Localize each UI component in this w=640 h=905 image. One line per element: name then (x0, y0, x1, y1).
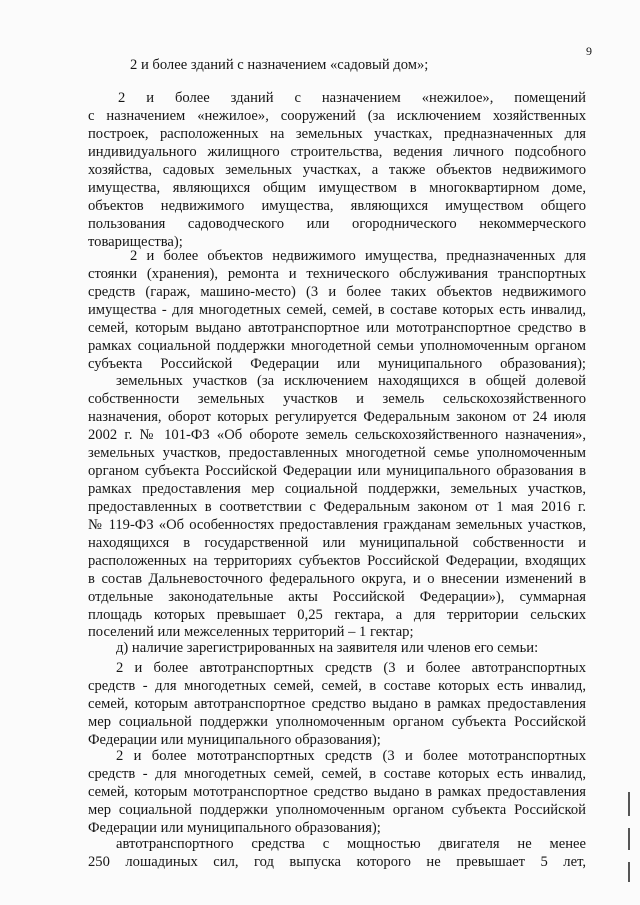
text-line: автотранспортного средства с мощностью двигателя не менее (116, 836, 586, 852)
page-number: 9 (586, 44, 592, 58)
text-line: земельных участков (за исключением находящихся в общей долевой (116, 373, 586, 389)
text-line: рамках предоставления мер социальной поддержки, земельных участков, (88, 481, 586, 497)
text-line: 2 и более зданий с назначением «садовый дом»; (130, 57, 429, 73)
text-line: 2 и более объектов недвижимого имущества, предназначенных для (130, 248, 586, 264)
text-line: мер социальной поддержки уполномоченным органом субъекта Российской (88, 802, 586, 818)
text-line: построек, расположенных на земельных участках, предназначенных для (88, 126, 586, 142)
text-line: находящихся в государственной или муниципальной собственности и (88, 535, 586, 551)
binding-mark (628, 828, 630, 850)
text-line: средств - для многодетных семей, семей, в составе которых есть инвалид, (88, 766, 586, 782)
text-line: имущества, являющихся общим имуществом в многоквартирном доме, (88, 180, 586, 196)
text-line: субъекта Российской Федерации или муниципального образования); (88, 356, 586, 372)
text-line: пользования садоводческого или огороднического некоммерческого (88, 216, 586, 232)
text-line: Федерации или муниципального образования); (88, 732, 381, 748)
text-line: д) наличие зарегистрированных на заявителя или членов его семьи: (116, 640, 539, 656)
text-line: объектов недвижимого имущества, являющихся имуществом общего (88, 198, 586, 214)
text-line: 2 и более мототранспортных средств (3 и более мототранспортных (116, 748, 586, 764)
text-line: назначения, оборот которых регулируется Федеральным законом от 24 июля (88, 409, 586, 425)
binding-mark (628, 792, 630, 816)
text-line: расположенных на территориях субъектов Российской Федерации, входящих (88, 553, 586, 569)
text-line: земельных участков, предоставленных многодетной семье уполномоченным (88, 445, 586, 461)
text-line: товарищества); (88, 234, 183, 250)
text-line: хозяйства, садовых земельных участках, а также объектов недвижимого (88, 162, 586, 178)
text-line: 250 лошадиных сил, год выпуска которого не превышает 5 лет, (88, 854, 586, 870)
text-line: поселений или межселенных территорий – 1 гектар; (88, 624, 414, 640)
text-line: с назначением «нежилое», сооружений (за исключением хозяйственных (88, 108, 586, 124)
text-line: рамках социальной поддержки многодетной семьи уполномоченным органом (88, 338, 586, 354)
text-line: семей, которым мототранспортное средство выдано в рамках предоставления (88, 784, 586, 800)
text-line: стоянки (хранения), ремонта и технического обслуживания транспортных (88, 266, 586, 282)
text-line: 2002 г. № 101-ФЗ «Об обороте земель сельскохозяйственного назначения», (88, 427, 586, 443)
binding-mark (628, 862, 630, 882)
text-line: площадь которых превышает 0,25 гектара, а для территории сельских (88, 607, 586, 623)
text-line: семей, которым автотранспортное средство выдано в рамках предоставления (88, 696, 586, 712)
text-line: имущества - для многодетных семей, семей, в составе которых есть инвалид, (88, 302, 586, 318)
text-line: 2 и более автотранспортных средств (3 и более автотранспортных (116, 660, 586, 676)
text-line: мер социальной поддержки уполномоченным органом субъекта Российской (88, 714, 586, 730)
text-line: органом субъекта Российской Федерации или муниципального образования в (88, 463, 586, 479)
text-line: 2 и более зданий с назначением «нежилое», помещений (118, 90, 586, 106)
text-line: № 119-ФЗ «Об особенностях предоставления гражданам земельных участков, (88, 517, 586, 533)
text-line: Федерации или муниципального образования); (88, 820, 381, 836)
text-line: в состав Дальневосточного федерального округа, и о внесении изменений в (88, 571, 586, 587)
text-line: индивидуального жилищного строительства, ведения личного подсобного (88, 144, 586, 160)
text-line: семей, которым выдано автотранспортное или мототранспортное средство в (88, 320, 586, 336)
text-line: средств - для многодетных семей, семей, в составе которых есть инвалид, (88, 678, 586, 694)
text-line: отдельные законодательные акты Российской Федерации»), суммарная (88, 589, 586, 605)
text-line: средств (гараж, машино-место) (3 и более таких объектов недвижимого (88, 284, 586, 300)
text-line: собственности земельных участков и земель сельскохозяйственного (88, 391, 586, 407)
text-line: предоставленных в соответствии с Федеральным законом от 1 мая 2016 г. (88, 499, 586, 515)
